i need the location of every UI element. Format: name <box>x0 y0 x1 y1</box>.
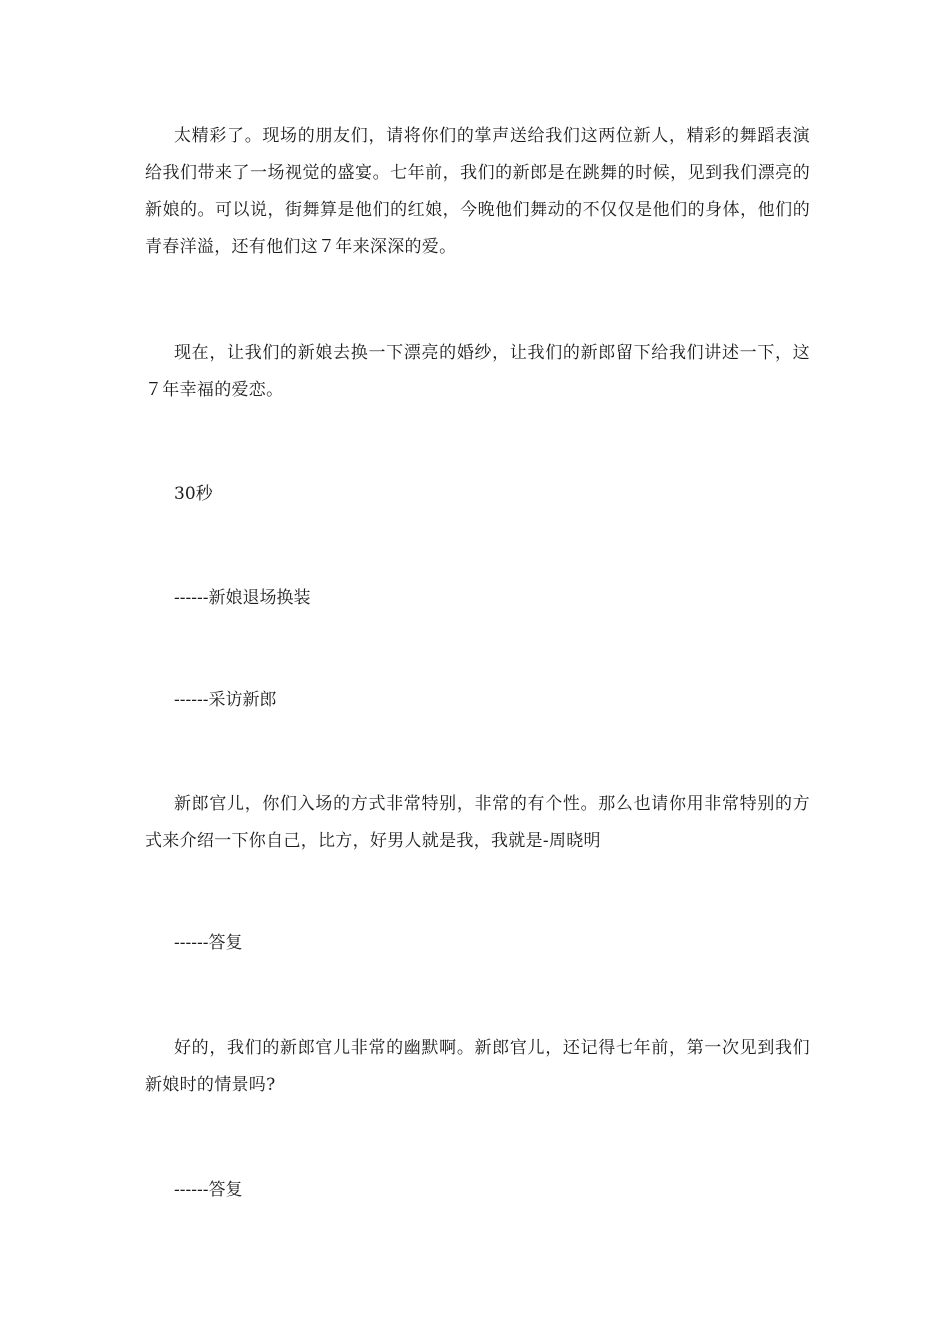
stage-direction-bride-exit: ------新娘退场换装 <box>174 588 311 608</box>
stage-direction-interview-groom: ------采访新郎 <box>174 690 277 710</box>
stage-direction-answer-1: ------答复 <box>174 933 243 953</box>
stage-direction-answer-2: ------答复 <box>174 1180 243 1200</box>
paragraph-groom-question-2: 好的，我们的新郎官儿非常的幽默啊。新郎官儿，还记得七年前，第一次见到我们新娘时的情景吗? <box>145 1038 810 1095</box>
duration-note: 30秒 <box>174 484 213 504</box>
paragraph-opening-remarks: 太精彩了。现场的朋友们，请将你们的掌声送给我们这两位新人，精彩的舞蹈表演给我们带来了一场视觉的盛宴。七年前，我们的新郎是在跳舞的时候，见到我们漂亮的新娘的。可以说，街舞算是他们的红娘，今晚他们舞动的不仅仅是他们的身体，他们的青春洋溢，还有他们这７年来深深的爱。 <box>145 126 810 257</box>
paragraph-groom-question-1: 新郎官儿，你们入场的方式非常特别，非常的有个性。那么也请你用非常特别的方式来介绍一下你自己，比方，好男人就是我，我就是-周晓明 <box>145 794 810 851</box>
paragraph-bride-change: 现在，让我们的新娘去换一下漂亮的婚纱，让我们的新郎留下给我们讲述一下，这７年幸福的爱恋。 <box>145 343 810 400</box>
